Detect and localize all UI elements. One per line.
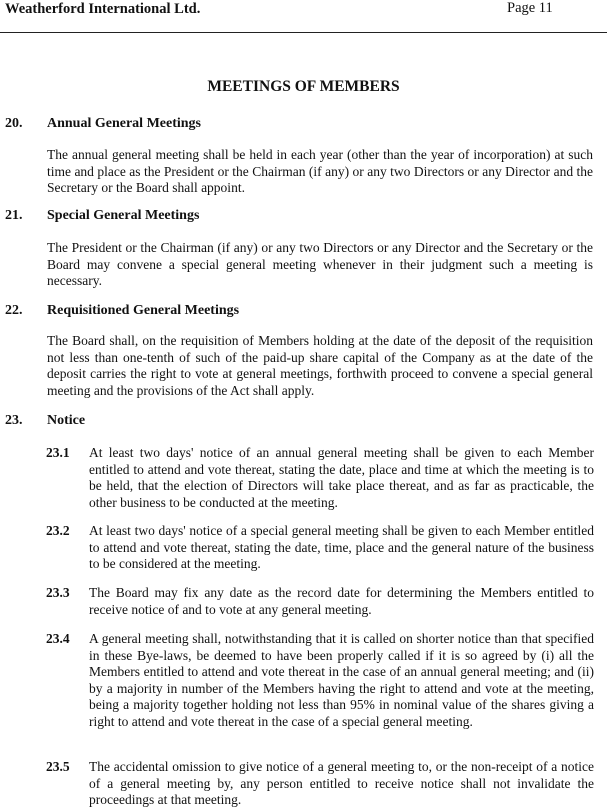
section-text: The Board shall, on the requisition of Members holding at the date of the deposit of the requisition not less than one-tenth of such of the paid-up share capital of the Company as at the date of the deposit carries the right to vote at general meetings, forthwith proceed to convene a special general meeting and the provisions of the Act shall apply. xyxy=(47,333,593,398)
subsection-text: A general meeting shall, notwithstanding that it is called on shorter notice than that specified in these Bye-laws, be deemed to have been properly called if it is so agreed by (i) all the Members entitled to attend and vote thereat in the case of an annual general meeting; and (ii) by a majority in number of the Members having the right to attend and vote at the meeting, being a majority together holding not less than 95% in nominal value of the shares giving a right to attend and vote thereat in the case of a special general meeting. xyxy=(89,631,594,729)
section-number: 21. xyxy=(5,208,23,223)
subsection-number: 23.1 xyxy=(46,445,70,460)
subsection-number: 23.5 xyxy=(46,759,70,774)
section-text: The President or the Chairman (if any) or any two Directors or any Director and the Secretary or the Board may convene a special general meeting whenever in their judgment such a meeting is necessary. xyxy=(47,240,593,289)
section-number: 20. xyxy=(5,116,23,131)
page-number: Page 11 xyxy=(507,0,553,16)
section-heading: Notice xyxy=(47,413,86,428)
subsection-text: The accidental omission to give notice of a general meeting to, or the non-receipt of a notice of a general meeting by, any person entitled to receive notice shall not invalidate the proceedings at that meeting. xyxy=(89,759,594,808)
section-number: 23. xyxy=(5,413,23,428)
section-text: The annual general meeting shall be held in each year (other than the year of incorporation) at such time and place as the President or the Chairman (if any) or any two Directors or any Director and the Secretary or the Board shall appoint. xyxy=(47,147,593,196)
subsection-number: 23.2 xyxy=(46,523,70,538)
page-title: MEETINGS OF MEMBERS xyxy=(207,78,400,95)
section-number: 22. xyxy=(5,303,23,318)
header-divider xyxy=(0,32,607,33)
section-heading: Requisitioned General Meetings xyxy=(47,303,240,318)
company-name: Weatherford International Ltd. xyxy=(5,1,201,17)
subsection-text: The Board may fix any date as the record date for determining the Members entitled to receive notice of and to vote at any general meeting. xyxy=(89,585,594,617)
subsection-number: 23.3 xyxy=(46,585,70,600)
subsection-text: At least two days' notice of a special general meeting shall be given to each Member entitled to attend and vote thereat, stating the date, time, place and the general nature of the business to be considered at the meeting. xyxy=(89,523,594,572)
subsection-number: 23.4 xyxy=(46,631,70,646)
subsection-text: At least two days' notice of an annual general meeting shall be given to each Member entitled to attend and vote thereat, stating the date, place and time at which the meeting is to be held, that the election of Directors will take place thereat, and as far as practicable, the other business to be conducted at the meeting. xyxy=(89,445,594,510)
section-heading: Annual General Meetings xyxy=(47,116,201,131)
section-heading: Special General Meetings xyxy=(47,208,200,223)
